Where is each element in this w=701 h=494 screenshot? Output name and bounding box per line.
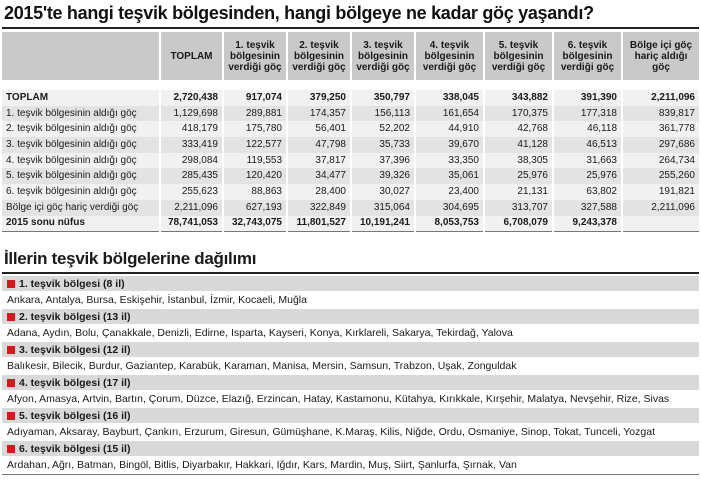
table-cell: 917,074 (223, 90, 287, 106)
table-cell (622, 216, 699, 232)
table-cell: 350,797 (351, 90, 415, 106)
table-cell: 78,741,053 (160, 216, 223, 232)
table-cell: 174,357 (287, 106, 351, 122)
column-header: TOPLAM (160, 32, 223, 80)
table-cell: 191,821 (622, 184, 699, 200)
table-cell: 175,780 (223, 121, 287, 137)
table-cell: 32,743,075 (223, 216, 287, 232)
table-row (2, 153, 699, 169)
region-provinces: Adıyaman, Aksaray, Bayburt, Çankırı, Erzurum, Giresun, Gümüşhane, K.Maraş, Kilis, Niğde, Ordu, Osmaniye, Sinop, Tokat, Tunceli, Yozgat (7, 426, 655, 438)
table-cell: 343,882 (484, 90, 553, 106)
table-row (2, 137, 699, 153)
table-cell: 297,686 (622, 137, 699, 153)
region-heading (2, 342, 699, 357)
table-cell: 9,243,378 (553, 216, 622, 232)
table-cell: 333,419 (160, 137, 223, 153)
table-cell: 255,623 (160, 184, 223, 200)
table-cell: 839,817 (622, 106, 699, 122)
table-cell: 255,260 (622, 168, 699, 184)
region-label: 4. teşvik bölgesi (17 il) (19, 376, 131, 389)
row-label: 1. teşvik bölgesinin aldığı göç (2, 106, 160, 122)
page-title: 2015'te hangi teşvik bölgesinden, hangi bölgeye ne kadar göç yaşandı? (4, 3, 594, 23)
table-cell: 42,768 (484, 121, 553, 137)
table-cell: 313,707 (484, 200, 553, 216)
region-provinces: Balıkesir, Bilecik, Burdur, Gaziantep, Karabük, Karaman, Manisa, Mersin, Samsun, Trabzon, Uşak, Zonguldak (7, 360, 517, 372)
table-row (2, 216, 699, 232)
region-label: 6. teşvik bölgesi (15 il) (19, 442, 131, 455)
row-label: 4. teşvik bölgesinin aldığı göç (2, 153, 160, 169)
table-body (2, 80, 699, 232)
migration-table (2, 32, 699, 232)
table-cell: 264,734 (622, 153, 699, 169)
table-row (2, 168, 699, 184)
table-cell: 322,849 (287, 200, 351, 216)
row-label: Bölge içi göç hariç verdiği göç (2, 200, 160, 216)
table-cell: 39,326 (351, 168, 415, 184)
table-cell: 25,976 (553, 168, 622, 184)
row-label: 3. teşvik bölgesinin aldığı göç (2, 137, 160, 153)
table-cell: 56,401 (287, 121, 351, 137)
row-label: 2015 sonu nüfus (2, 216, 160, 232)
table-cell: 23,400 (415, 184, 484, 200)
region-provinces: Adana, Aydın, Bolu, Çanakkale, Denizli, Edirne, Isparta, Kayseri, Konya, Kırklareli, Sakarya, Tekirdağ, Yalova (7, 327, 513, 339)
table-cell: 119,553 (223, 153, 287, 169)
table-cell: 44,910 (415, 121, 484, 137)
table-cell: 10,191,241 (351, 216, 415, 232)
column-header: 5. teşvik bölgesinin verdiği göç (484, 32, 553, 80)
region-list (2, 276, 699, 475)
column-header: 3. teşvik bölgesinin verdiği göç (351, 32, 415, 80)
table-cell: 63,802 (553, 184, 622, 200)
table-cell: 46,118 (553, 121, 622, 137)
table-cell: 170,375 (484, 106, 553, 122)
table-cell: 21,131 (484, 184, 553, 200)
table-cell: 88,863 (223, 184, 287, 200)
table-cell: 30,027 (351, 184, 415, 200)
table-cell: 11,801,527 (287, 216, 351, 232)
red-square-icon (7, 313, 15, 321)
table-cell: 33,350 (415, 153, 484, 169)
column-header: Bölge içi göç hariç aldığı göç (622, 32, 699, 80)
table-cell: 52,202 (351, 121, 415, 137)
region-heading (2, 309, 699, 324)
table-cell: 31,663 (553, 153, 622, 169)
table-cell: 304,695 (415, 200, 484, 216)
row-label: TOPLAM (2, 90, 160, 106)
table-cell: 289,881 (223, 106, 287, 122)
table-cell: 46,513 (553, 137, 622, 153)
region-provinces: Afyon, Amasya, Artvin, Bartın, Çorum, Düzce, Elazığ, Erzincan, Hatay, Kastamonu, Kütahya, Kırıkkale, Kırşehir, Malatya, Nevşehir, Rize, Sivas (7, 393, 670, 405)
region-label: 2. teşvik bölgesi (13 il) (19, 310, 131, 323)
table-row (2, 184, 699, 200)
table-cell: 25,976 (484, 168, 553, 184)
table-cell: 39,670 (415, 137, 484, 153)
table-row (2, 106, 699, 122)
red-square-icon (7, 346, 15, 354)
table-cell: 2,720,438 (160, 90, 223, 106)
table-cell: 298,084 (160, 153, 223, 169)
column-header: 4. teşvik bölgesinin verdiği göç (415, 32, 484, 80)
title-divider (2, 27, 699, 29)
column-header (2, 32, 160, 80)
region-heading (2, 375, 699, 390)
table-cell: 35,733 (351, 137, 415, 153)
table-cell: 41,128 (484, 137, 553, 153)
table-cell: 38,305 (484, 153, 553, 169)
red-square-icon (7, 412, 15, 420)
red-square-icon (7, 280, 15, 288)
bottom-divider (2, 474, 699, 475)
table-cell: 28,400 (287, 184, 351, 200)
row-label: 2. teşvik bölgesinin aldığı göç (2, 121, 160, 137)
table-cell: 122,577 (223, 137, 287, 153)
table-cell: 8,053,753 (415, 216, 484, 232)
spacer-row (2, 80, 699, 90)
row-label: 6. teşvik bölgesinin aldığı göç (2, 184, 160, 200)
table-cell: 418,179 (160, 121, 223, 137)
section-title: İllerin teşvik bölgelerine dağılımı (4, 249, 257, 268)
row-label: 5. teşvik bölgesinin aldığı göç (2, 168, 160, 184)
region-label: 1. teşvik bölgesi (8 il) (19, 277, 125, 290)
table-cell: 391,390 (553, 90, 622, 106)
table-cell: 2,211,096 (622, 90, 699, 106)
red-square-icon (7, 445, 15, 453)
red-square-icon (7, 379, 15, 387)
table-cell: 120,420 (223, 168, 287, 184)
column-header: 6. teşvik bölgesinin verdiği göç (553, 32, 622, 80)
table-cell: 35,061 (415, 168, 484, 184)
region-label: 5. teşvik bölgesi (16 il) (19, 409, 131, 422)
table-cell: 47,798 (287, 137, 351, 153)
table-cell: 627,193 (223, 200, 287, 216)
region-provinces: Ardahan, Ağrı, Batman, Bingöl, Bitlis, Diyarbakır, Hakkari, Iğdır, Kars, Mardin, Muş, Siirt, Şanlurfa, Şırnak, Van (7, 459, 517, 471)
region-provinces: Ankara, Antalya, Bursa, Eskişehir, İstanbul, İzmir, Kocaeli, Muğla (7, 294, 307, 306)
table-cell: 361,778 (622, 121, 699, 137)
region-heading (2, 408, 699, 423)
column-header: 1. teşvik bölgesinin verdiği göç (223, 32, 287, 80)
table-row (2, 200, 699, 216)
table-cell: 315,064 (351, 200, 415, 216)
table-cell: 37,817 (287, 153, 351, 169)
table-cell: 327,588 (553, 200, 622, 216)
table-cell: 34,477 (287, 168, 351, 184)
region-heading (2, 441, 699, 456)
table-cell: 2,211,096 (160, 200, 223, 216)
table-row (2, 90, 699, 106)
table-header-row (2, 32, 699, 80)
table-cell: 285,435 (160, 168, 223, 184)
table-cell: 37,396 (351, 153, 415, 169)
table-cell: 6,708,079 (484, 216, 553, 232)
table-cell: 156,113 (351, 106, 415, 122)
table-cell: 2,211,096 (622, 200, 699, 216)
region-label: 3. teşvik bölgesi (12 il) (19, 343, 131, 356)
table-cell: 177,318 (553, 106, 622, 122)
table-row (2, 121, 699, 137)
table-cell: 379,250 (287, 90, 351, 106)
region-heading (2, 276, 699, 291)
column-header: 2. teşvik bölgesinin verdiği göç (287, 32, 351, 80)
table-cell: 1,129,698 (160, 106, 223, 122)
section-divider (2, 272, 699, 274)
table-cell: 161,654 (415, 106, 484, 122)
table-cell: 338,045 (415, 90, 484, 106)
